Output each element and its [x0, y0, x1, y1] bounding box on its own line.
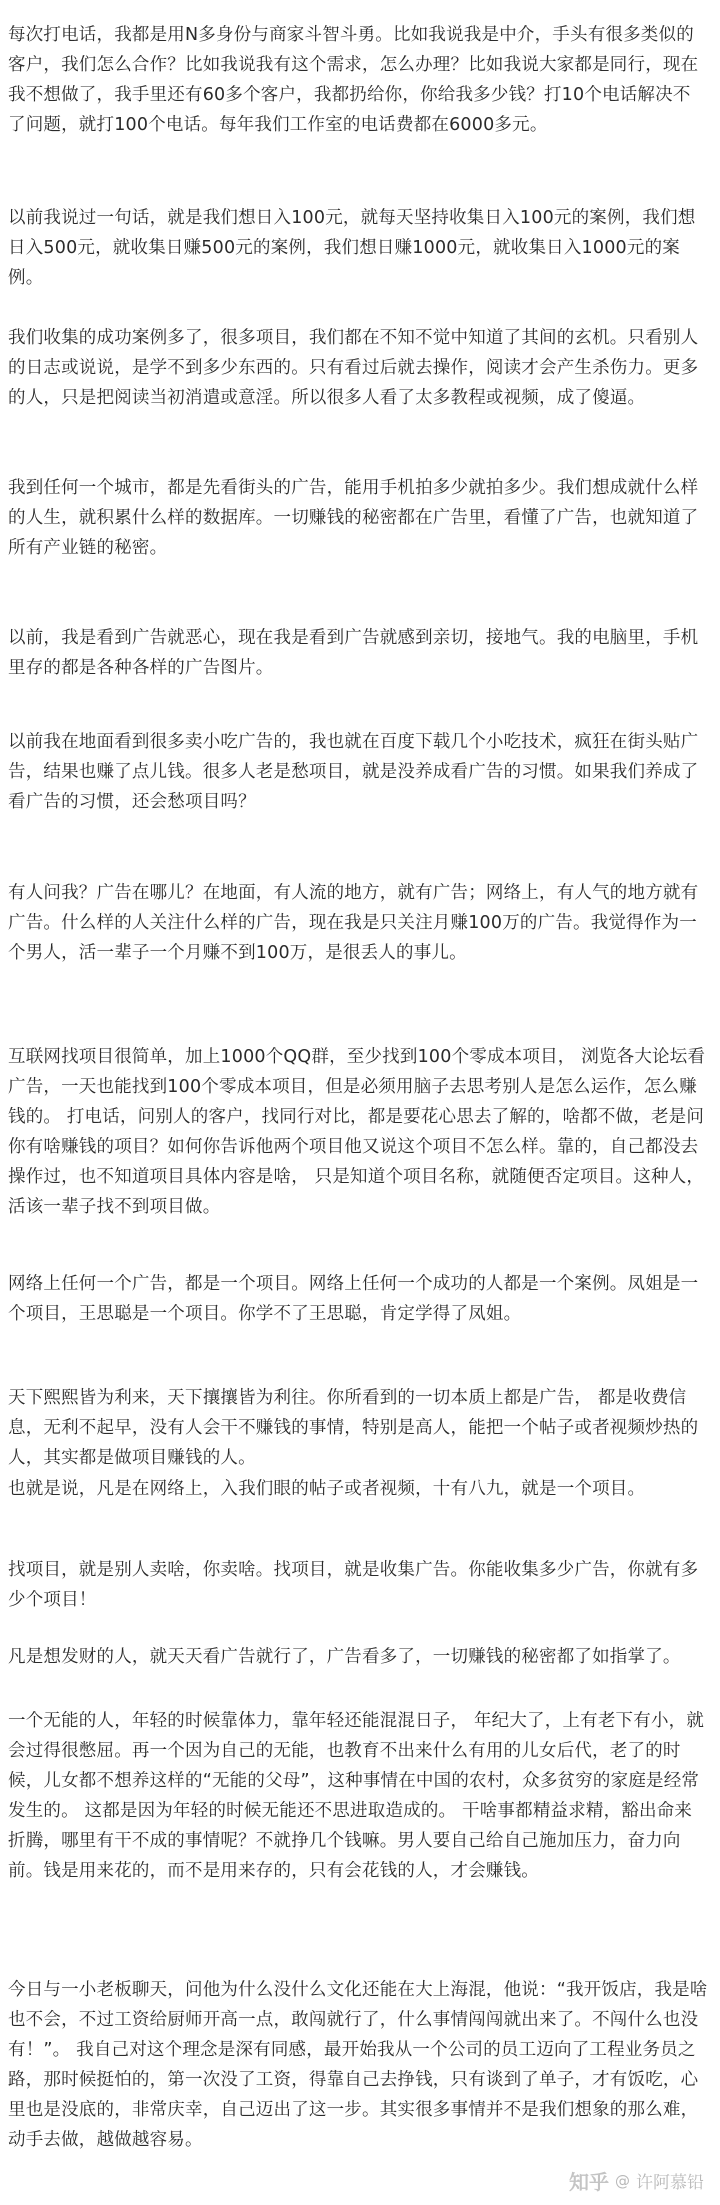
paragraph-where-ads: 有人问我？广告在哪儿？在地面，有人流的地方，就有广告；网络上，有人气的地方就有广告。什么样的人关注什么样的广告，现在我是只关注月赚100万的广告。我觉得作为一个男人，活一辈子一个月赚不到100万，是很丢人的事儿。: [8, 883, 699, 963]
paragraph-success-cases: 我们收集的成功案例多了，很多项目，我们都在不知不觉中知道了其间的玄机。只看别人的日志或说说，是学不到多少东西的。只有看过后就去操作，阅读才会产生杀伤力。更多的人，只是把阅读当初消遣或意淫。所以很多人看了太多教程或视频，成了傻逼。: [8, 328, 699, 408]
paragraph-snack-ads: 以前我在地面看到很多卖小吃广告的，我也就在百度下载几个小吃技术，疯狂在街头贴广告，结果也赚了点儿钱。很多人老是愁项目，就是没养成看广告的习惯。如果我们养成了看广告的习惯，还会愁项目吗？: [8, 732, 699, 812]
at-sign: @: [615, 2171, 630, 2190]
paragraph-daily-income-cases: 以前我说过一句话，就是我们想日入100元，就每天坚持收集日入100元的案例，我们想日入500元，就收集日赚500元的案例，我们想日赚1000元，就收集日入1000元的案例。: [8, 208, 696, 288]
zhihu-logo: 知乎: [569, 2170, 609, 2194]
paragraph-posts-are-projects: 也就是说，凡是在网络上，入我们眼的帖子或者视频，十有八九，就是一个项目。: [8, 1479, 646, 1499]
paragraph-watch-ads: 凡是想发财的人，就天天看广告就行了，广告看多了，一切赚钱的秘密都了如指掌了。: [8, 1647, 681, 1667]
watermark-author: 许阿慕铅: [636, 2173, 704, 2193]
paragraph-phone-calls: 每次打电话，我都是用N多身份与商家斗智斗勇。比如我说我是中介，手头有很多类似的客户，我们怎么合作？比如我说我有这个需求，怎么办理？比如我说大家都是同行，现在我不想做了，我手里还有60多个客户，我都扔给你，你给我多少钱？打10个电话解决不了问题，就打100个电话。每年我们工作室的电话费都在6000多元。: [8, 25, 699, 135]
paragraph-profit-motive: 天下熙熙皆为利来，天下攘攘皆为利往。你所看到的一切本质上都是广告， 都是收费信息，无利不起早，没有人会干不赚钱的事情，特别是高人，能把一个帖子或者视频炒热的人，其实都是做项目赚钱的人。: [8, 1388, 699, 1468]
paragraph-find-projects: 找项目，就是别人卖啥，你卖啥。找项目，就是收集广告。你能收集多少广告，你就有多少个项目！: [8, 1560, 699, 1610]
paragraph-incompetent-person: 一个无能的人，年轻的时候靠体力，靠年轻还能混混日子， 年纪大了，上有老下有小，就会过得很憋屈。再一个因为自己的无能，也教育不出来什么有用的儿女后代，老了的时候，儿女都不想养这样的“无能的父母”，这种事情在中国的农村，众多贫穷的家庭是经常发生的。 这都是因为年轻的时候无能还不思进取造成的。 干啥事都精益求精，豁出命来折腾，哪里有干不成的事情呢？不就挣几个钱嘛。男人要自己给自己施加压力，奋力向前。钱是用来花的，而不是用来存的，只有会花钱的人，才会赚钱。: [8, 1711, 705, 1881]
zhihu-watermark: [569, 2166, 704, 2195]
paragraph-every-ad-project: 网络上任何一个广告，都是一个项目。网络上任何一个成功的人都是一个案例。凤姐是一个项目，王思聪是一个项目。你学不了王思聪，肯定学得了凤姐。: [8, 1274, 699, 1324]
paragraph-ad-pictures: 以前，我是看到广告就恶心，现在我是看到广告就感到亲切，接地气。我的电脑里，手机里存的都是各种各样的广告图片。: [8, 628, 699, 678]
paragraph-street-ads: 我到任何一个城市，都是先看街头的广告，能用手机拍多少就拍多少。我们想成就什么样的人生，就积累什么样的数据库。一切赚钱的秘密都在广告里，看懂了广告，也就知道了所有产业链的秘密。: [8, 478, 699, 558]
paragraph-boss-chat: 今日与一小老板聊天，问他为什么没什么文化还能在大上海混，他说：“我开饭店，我是啥也不会，不过工资给厨师开高一点，敢闯就行了，什么事情闯闯就出来了。不闯什么也没有！”。 我自己对这个理念是深有同感，最开始我从一个公司的员工迈向了工程业务员之路，那时候挺怕的，第一次没了工资，得靠自己去挣钱，只有谈到了单子，才有饭吃，心里也是没底的，非常庆幸，自己迈出了这一步。其实很多事情并不是我们想象的那么难，动手去做，越做越容易。: [8, 1980, 708, 2150]
paragraph-internet-projects: 互联网找项目很简单，加上1000个QQ群，至少找到100个零成本项目， 浏览各大论坛看广告，一天也能找到100个零成本项目，但是必须用脑子去思考别人是怎么运作，怎么赚钱的。 打电话，问别人的客户，找同行对比，都是要花心思去了解的，啥都不做，老是问你有啥赚钱的项目？如何你告诉他两个项目他又说这个项目不怎么样。靠的，自己都没去操作过，也不知道项目具体内容是啥， 只是知道个项目名称，就随便否定项目。这种人，活该一辈子找不到项目做。: [8, 1047, 706, 1217]
